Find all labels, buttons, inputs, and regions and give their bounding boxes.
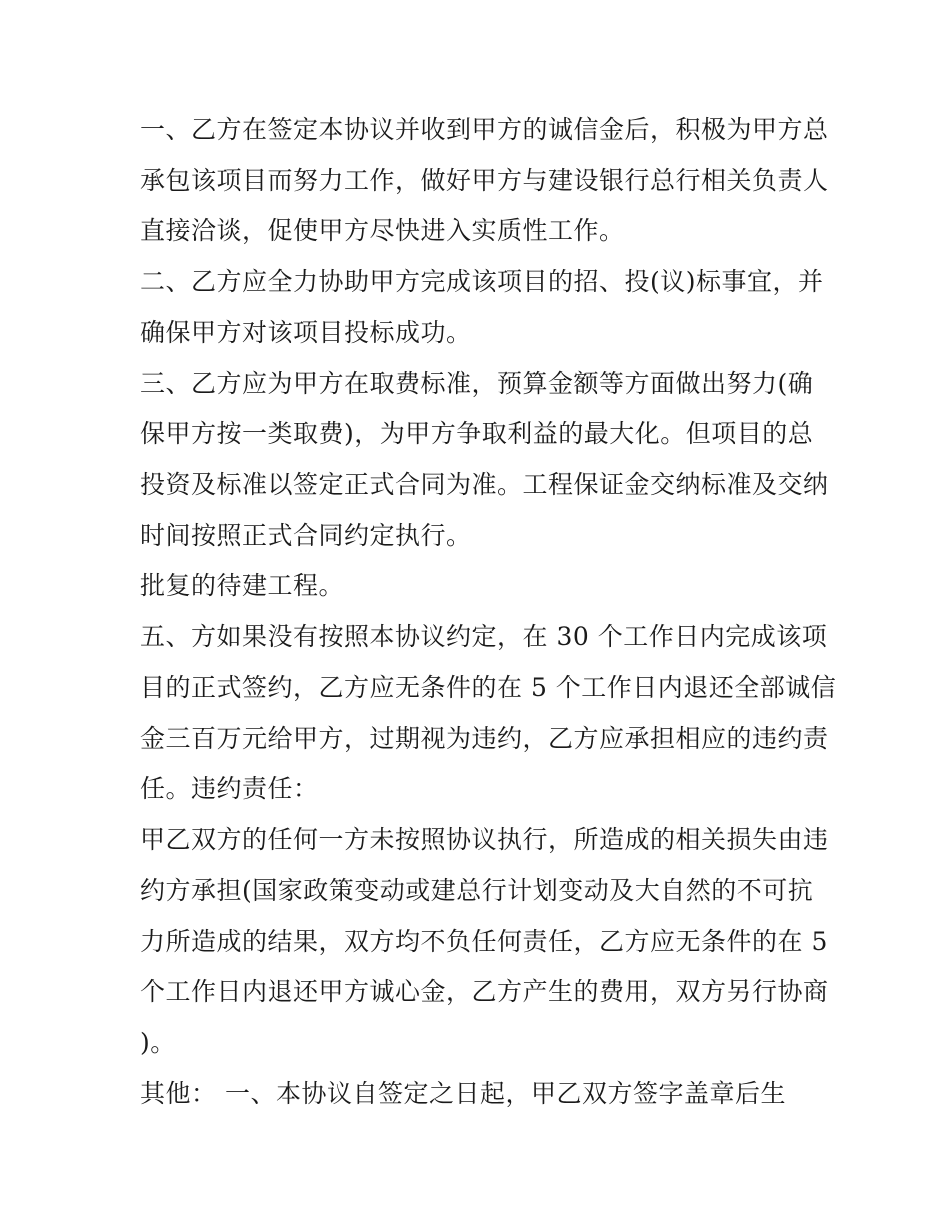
text-line: 金三百万元给甲方，过期视为违约，乙方应承担相应的违约责 bbox=[140, 724, 829, 753]
text-line: 甲乙双方的任何一方未按照协议执行，所造成的相关损失由违 bbox=[140, 825, 829, 854]
text-line: 五、方如果没有按照本协议约定，在 30 个工作日内完成该项 bbox=[140, 622, 828, 651]
text-line: 约方承担(国家政策变动或建总行计划变动及大自然的不可抗 bbox=[140, 876, 814, 905]
text-line: 一、乙方在签定本协议并收到甲方的诚信金后，积极为甲方总 bbox=[140, 115, 829, 144]
text-line: 三、乙方应为甲方在取费标准，预算金额等方面做出努力(确 bbox=[140, 369, 814, 398]
text-line: 投资及标准以签定正式合同为准。工程保证金交纳标准及交纳 bbox=[140, 470, 829, 499]
text-line: 确保甲方对该项目投标成功。 bbox=[140, 318, 472, 347]
text-line: 个工作日内退还甲方诚心金，乙方产生的费用，双方另行协商 bbox=[140, 977, 829, 1006]
text-line: 直接洽谈，促使甲方尽快进入实质性工作。 bbox=[140, 216, 625, 245]
text-line: 任。违约责任： bbox=[140, 774, 319, 803]
text-line: 其他： 一、本协议自签定之日起，甲乙双方签字盖章后生 bbox=[140, 1079, 786, 1108]
text-line: 时间按照正式合同约定执行。 bbox=[140, 521, 472, 550]
text-line: 批复的待建工程。 bbox=[140, 571, 345, 600]
text-line: 目的正式签约，乙方应无条件的在 5 个工作日内退还全部诚信 bbox=[140, 673, 837, 702]
text-line: 承包该项目而努力工作，做好甲方与建设银行总行相关负责人 bbox=[140, 166, 829, 195]
text-line: 二、乙方应全力协助甲方完成该项目的招、投(议)标事宜，并 bbox=[140, 267, 824, 296]
text-line: 力所造成的结果，双方均不负任何责任，乙方应无条件的在 5 bbox=[140, 927, 828, 956]
text-line: 保甲方按一类取费)，为甲方争取利益的最大化。但项目的总 bbox=[140, 419, 814, 448]
text-line: )。 bbox=[140, 1028, 176, 1057]
